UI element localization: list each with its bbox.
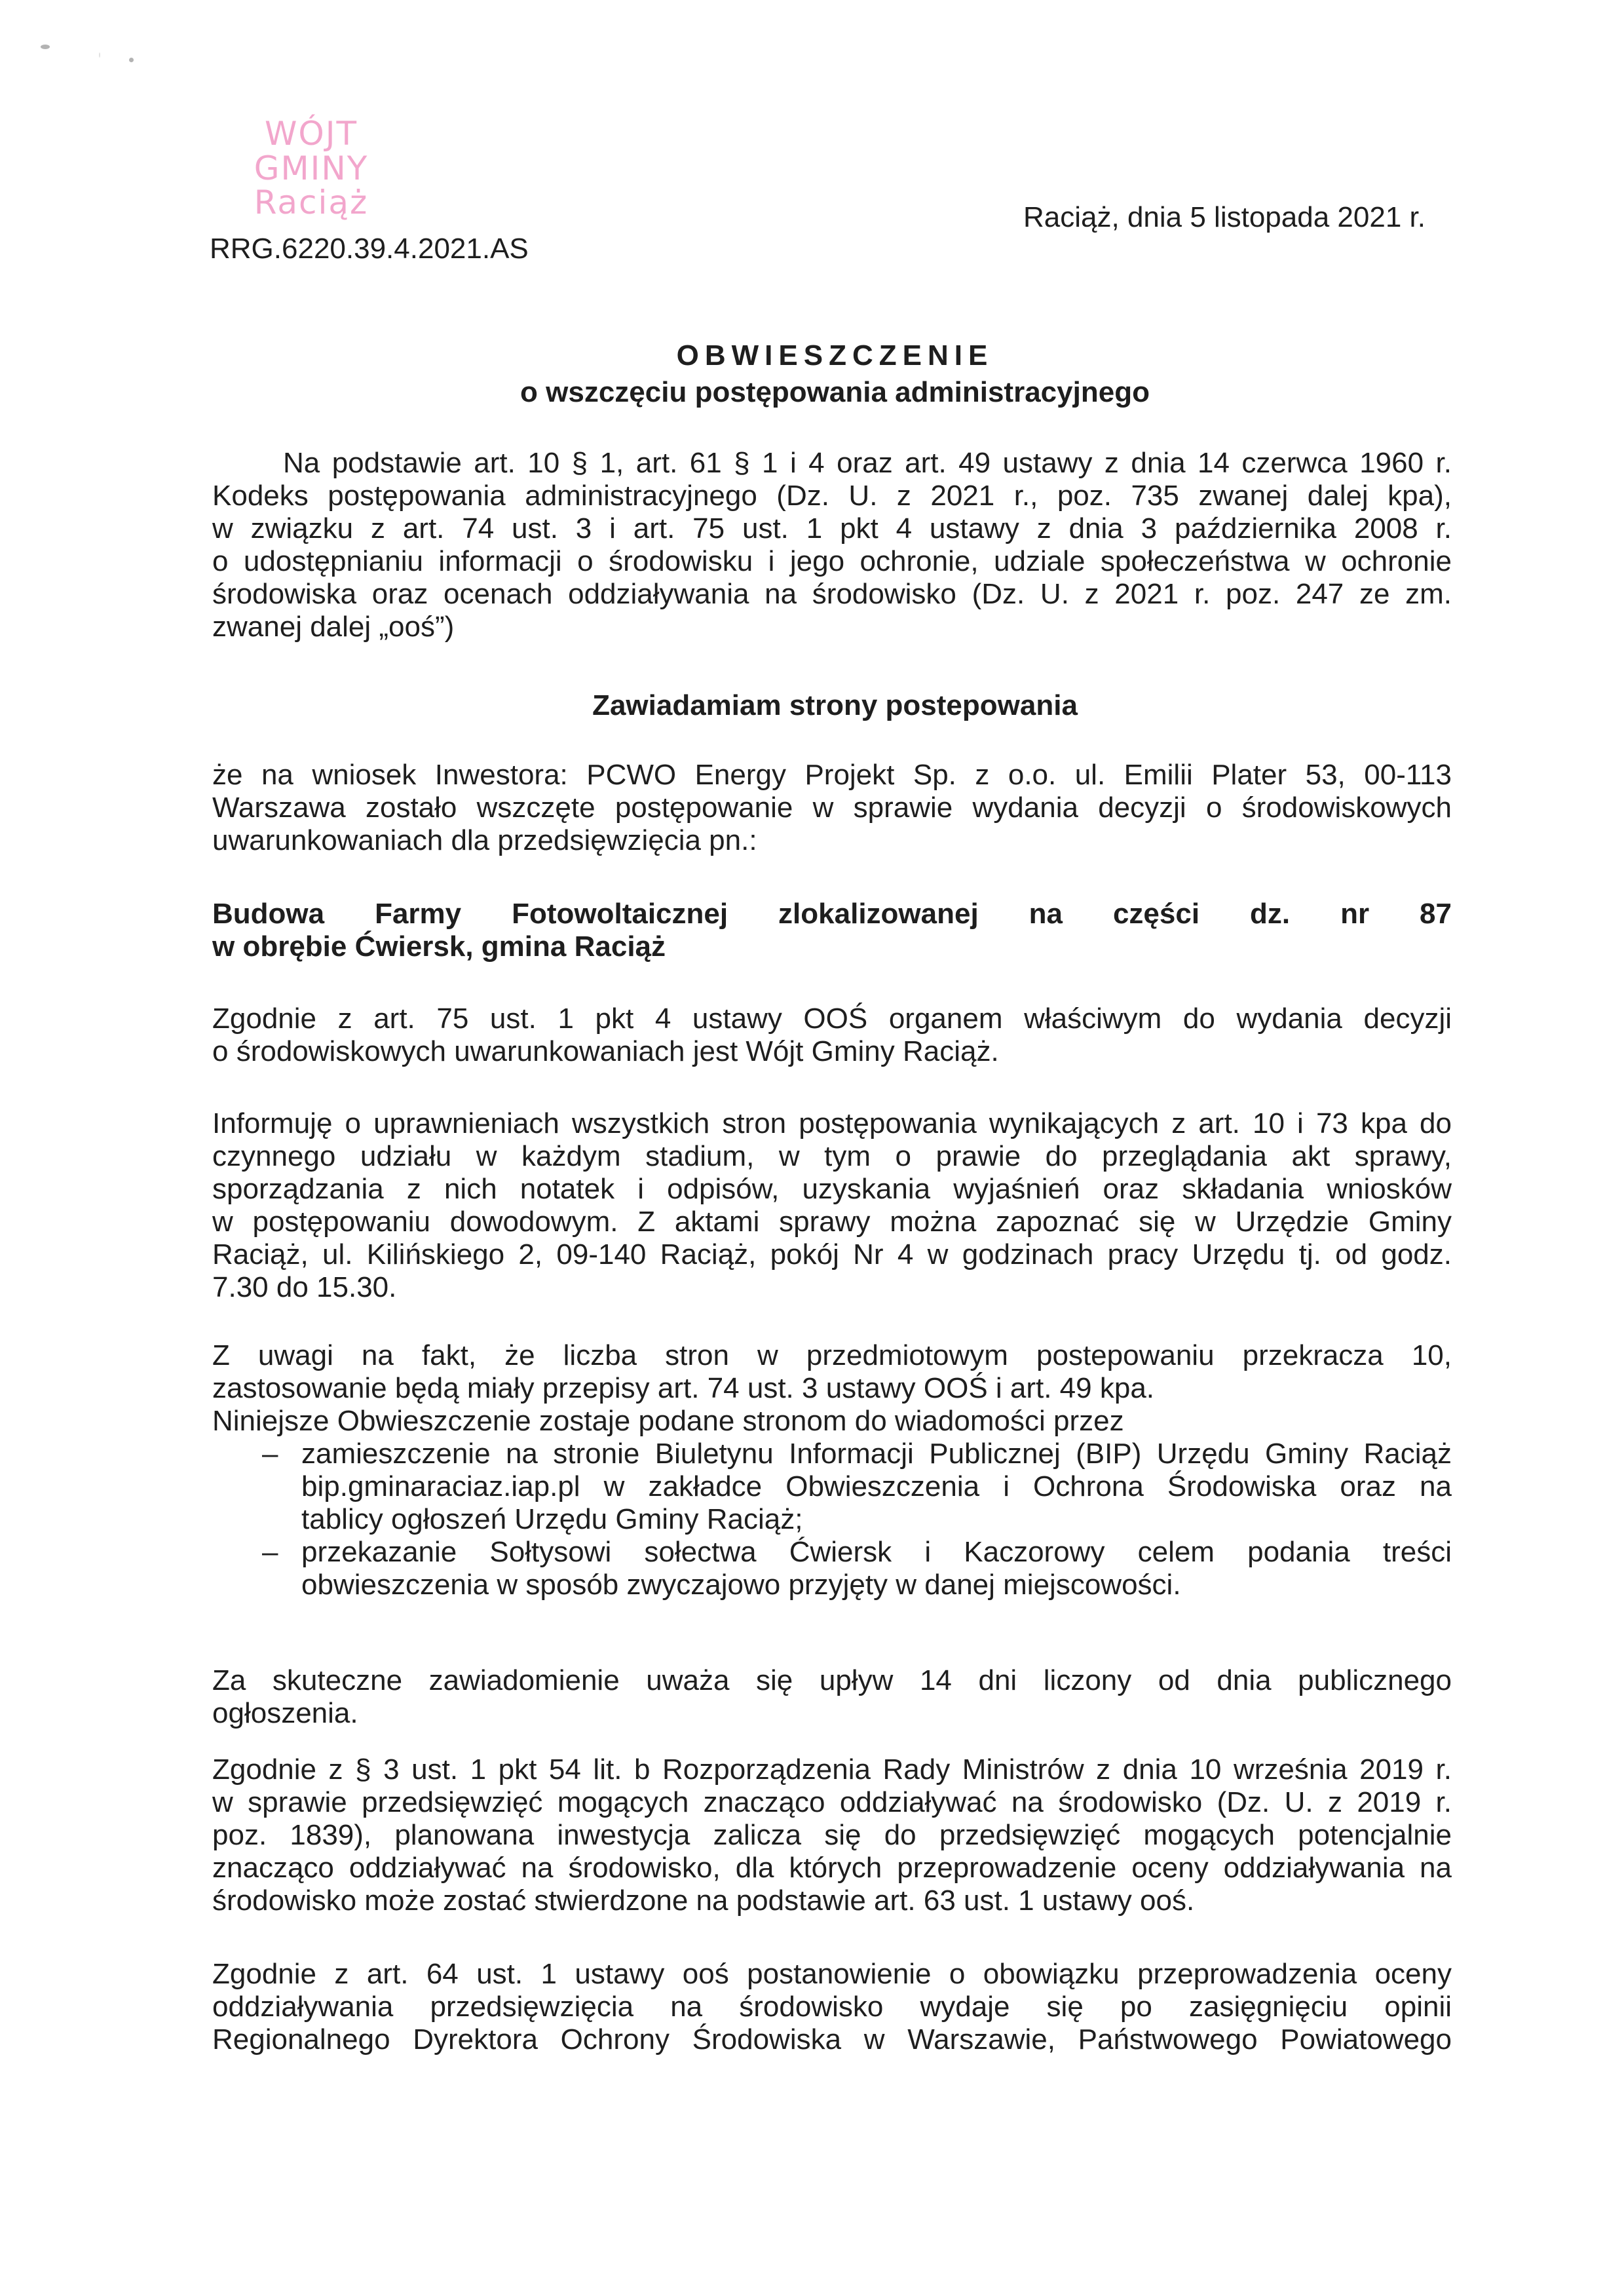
text-line: w obrębie Ćwiersk, gmina Raciąż	[212, 930, 666, 963]
text-line: 7.30 do 15.30.	[212, 1271, 397, 1303]
case-reference: RRG.6220.39.4.2021.AS	[210, 233, 529, 265]
rights-paragraph	[212, 1107, 1452, 1304]
scan-speck	[99, 52, 100, 58]
text-line: w sprawie przedsięwzięć mogących znacząco oddziaływać na środowisko (Dz. U. z 2019 r.	[212, 1786, 1452, 1818]
text-line: Niniejsze Obwieszczenie zostaje podane stronom do wiadomości przez	[212, 1405, 1124, 1437]
text-line: czynnego udziału w każdym stadium, w tym o prawie do przeglądania akt sprawy,	[212, 1140, 1452, 1172]
text-line: Budowa Farmy Fotowoltaicznej zlokalizowanej na części dz. nr 87	[212, 898, 1452, 930]
opinion-paragraph	[212, 1958, 1452, 2056]
text-line: Zgodnie z art. 75 ust. 1 pkt 4 ustawy OOŚ organem właściwym do wydania decyzji	[212, 1003, 1452, 1035]
text-line: uwarunkowaniach dla przedsięwzięcia pn.:	[212, 824, 757, 856]
text-line: sporządzania z nich notatek i odpisów, uzyskania wyjaśnień oraz składania wniosków	[212, 1173, 1452, 1205]
publication-methods-list	[212, 1438, 1452, 1601]
scan-speck	[129, 58, 134, 62]
text-line: zastosowanie będą miały przepisy art. 74 ust. 3 ustawy OOŚ i art. 49 kpa.	[212, 1372, 1155, 1404]
text-line: znacząco oddziaływać na środowisko, dla których przeprowadzenie oceny oddziaływania na	[212, 1852, 1452, 1884]
text-line: ogłoszenia.	[212, 1697, 358, 1729]
text-line: Z uwagi na fakt, że liczba stron w przedmiotowym postepowaniu przekracza 10,	[212, 1339, 1452, 1371]
list-item	[212, 1536, 1452, 1601]
text-line: o udostępnianiu informacji o środowisku i jego ochronie, udziale społeczeństwa w ochronie	[212, 545, 1452, 577]
list-item	[212, 1438, 1452, 1536]
text-line: Na podstawie art. 10 § 1, art. 61 § 1 i 4 oraz art. 49 ustawy z dnia 14 czerwca 1960 r.	[283, 447, 1452, 479]
legal-basis-paragraph	[212, 447, 1452, 643]
official-stamp	[226, 117, 396, 220]
authority-paragraph	[212, 1003, 1452, 1068]
text-line: przekazanie Sołtysowi sołectwa Ćwiersk i Kaczorowy celem podania treści	[301, 1536, 1452, 1568]
text-line: Informuję o uprawnieniach wszystkich stron postępowania wynikających z art. 10 i 73 kpa do	[212, 1107, 1452, 1139]
notice-heading: Zawiadamiam strony postepowania	[592, 689, 1078, 721]
document-subtitle: o wszczęciu postępowania administracyjnego	[520, 376, 1150, 408]
text-line: Zgodnie z § 3 ust. 1 pkt 54 lit. b Rozporządzenia Rady Ministrów z dnia 10 września 2019 r.	[212, 1753, 1452, 1786]
text-line: że na wniosek Inwestora: PCWO Energy Projekt Sp. z o.o. ul. Emilii Plater 53, 00-113	[212, 759, 1452, 791]
text-line: środowiska oraz ocenach oddziaływania na środowisko (Dz. U. z 2021 r. poz. 247 ze zm.	[212, 578, 1452, 610]
investor-paragraph	[212, 759, 1452, 857]
text-line: zwanej dalej „ooś”)	[212, 611, 455, 643]
document-title: OBWIESZCZENIE	[676, 339, 994, 372]
text-line: zamieszczenie na stronie Biuletynu Informacji Publicznej (BIP) Urzędu Gminy Raciąż	[301, 1438, 1452, 1470]
scan-speck	[41, 45, 50, 49]
text-line: Regionalnego Dyrektora Ochrony Środowiska w Warszawie, Państwowego Powiatowego	[212, 2023, 1452, 2056]
text-line: Warszawa zostało wszczęte postępowanie w sprawie wydania decyzji o środowiskowych	[212, 792, 1452, 824]
regulation-paragraph	[212, 1753, 1452, 1917]
text-line: obwieszczenia w sposób zwyczajowo przyjęty w danej miejscowości.	[301, 1569, 1181, 1601]
project-name	[212, 898, 1452, 963]
text-line: Zgodnie z art. 64 ust. 1 ustawy ooś postanowienie o obowiązku przeprowadzenia oceny	[212, 1958, 1452, 1990]
stamp-line-1: WÓJT GMINY	[254, 115, 369, 187]
place-and-date: Raciąż, dnia 5 listopada 2021 r.	[1023, 201, 1426, 233]
text-line: tablicy ogłoszeń Urzędu Gminy Raciąż;	[301, 1503, 803, 1535]
text-line: w postępowaniu dowodowym. Z aktami sprawy można zapoznać się w Urzędzie Gminy	[212, 1206, 1452, 1238]
effective-date-paragraph	[212, 1664, 1452, 1730]
text-line: Raciąż, ul. Kilińskiego 2, 09-140 Raciąż, pokój Nr 4 w godzinach pracy Urzędu tj. od godz.	[212, 1238, 1452, 1271]
text-line: poz. 1839), planowana inwestycja zalicza się do przedsięwzięć mogących potencjalnie	[212, 1819, 1452, 1851]
dash-bullet-icon: –	[262, 1536, 278, 1568]
text-line: środowisko może zostać stwierdzone na podstawie art. 63 ust. 1 ustawy ooś.	[212, 1885, 1195, 1917]
text-line: Za skuteczne zawiadomienie uważa się upływ 14 dni liczony od dnia publicznego	[212, 1664, 1452, 1696]
parties-paragraph	[212, 1339, 1452, 1601]
text-line: oddziaływania przedsięwzięcia na środowisko wydaje się po zasięgnięciu opinii	[212, 1991, 1452, 2023]
text-line: o środowiskowych uwarunkowaniach jest Wójt Gminy Raciąż.	[212, 1035, 999, 1067]
text-line: bip.gminaraciaz.iap.pl w zakładce Obwieszczenia i Ochrona Środowiska oraz na	[301, 1470, 1452, 1502]
stamp-line-2: Raciąż	[254, 183, 369, 221]
text-line: Kodeks postępowania administracyjnego (Dz. U. z 2021 r., poz. 735 zwanej dalej kpa),	[212, 480, 1452, 512]
text-line: w związku z art. 74 ust. 3 i art. 75 ust. 1 pkt 4 ustawy z dnia 3 października 2008 r.	[212, 512, 1452, 545]
dash-bullet-icon: –	[262, 1438, 278, 1470]
